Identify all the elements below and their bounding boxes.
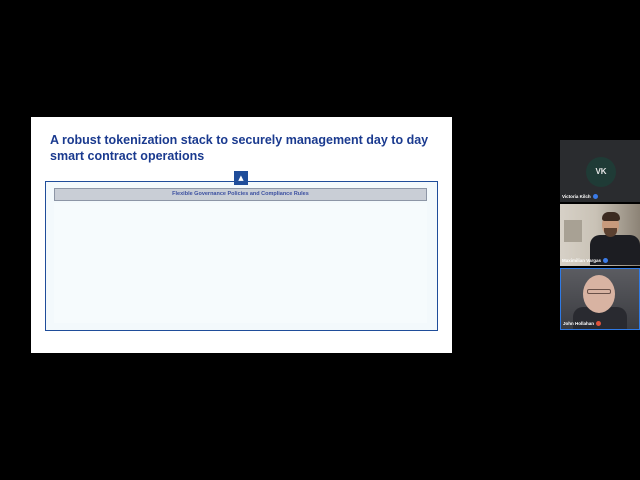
participant-name-bar xyxy=(562,256,608,264)
participant-name: Victoria Kilch xyxy=(562,193,591,199)
avatar: VK xyxy=(586,157,616,187)
triangle-up-icon: ▲ xyxy=(238,174,244,182)
participant-name-bar xyxy=(562,192,598,200)
participant-name: Maximilian Vargas xyxy=(562,257,602,263)
section-header: Flexible Governance Policies and Compliance Rules xyxy=(54,188,427,201)
participant-name-bar xyxy=(563,319,601,327)
participant-tile-victoria[interactable] xyxy=(560,140,640,202)
diagram-body xyxy=(54,203,427,323)
status-badge-icon xyxy=(593,194,598,199)
slide-title: A robust tokenization stack to securely management day to day smart contract operations xyxy=(50,133,429,163)
participant-tile-maximilian[interactable] xyxy=(560,204,640,266)
status-badge-icon xyxy=(603,258,608,263)
participant-tile-john[interactable] xyxy=(560,268,640,330)
participant-name: John Hollahan xyxy=(563,320,595,326)
collapse-button[interactable] xyxy=(234,171,248,185)
muted-badge-icon xyxy=(596,321,601,326)
shared-slide xyxy=(31,117,452,353)
